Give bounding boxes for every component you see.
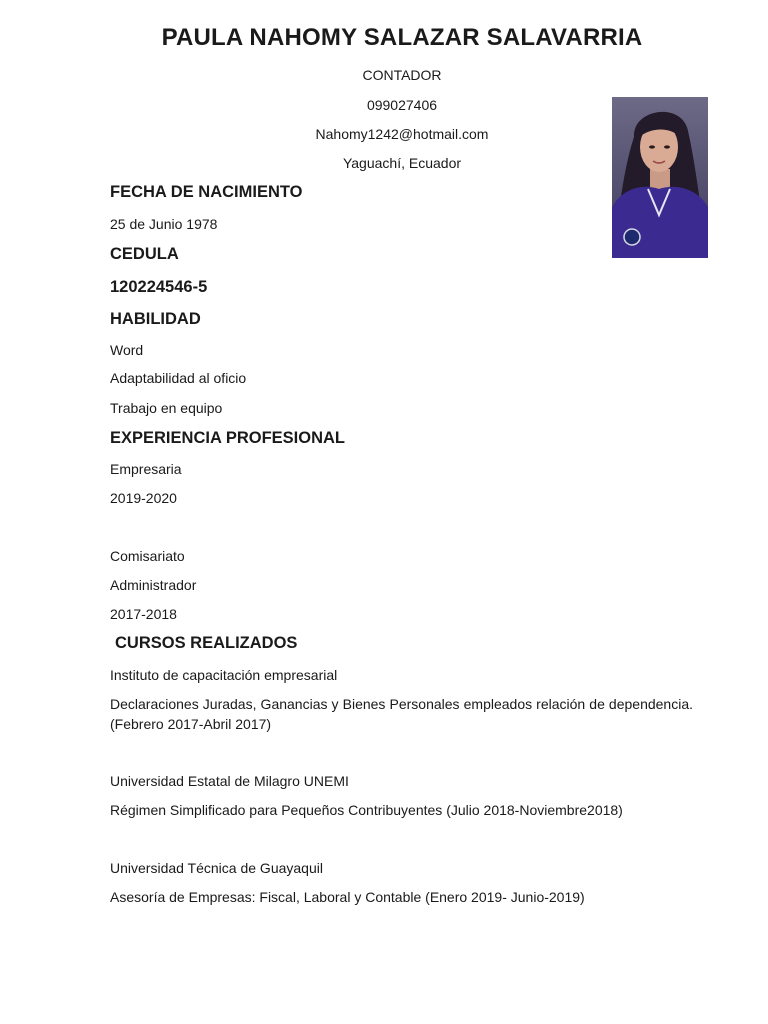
course-detail: Declaraciones Juradas, Ganancias y Bienes Personales empleados relación de dependencia. (Febrero 2017-Abril 2017) [110,696,693,732]
course-institution: Universidad Técnica de Guayaquil [110,860,323,876]
birth-date: 25 de Junio 1978 [110,216,218,232]
id-heading: CEDULA [110,245,179,263]
experience-heading: EXPERIENCIA PROFESIONAL [110,429,346,447]
id-number: 120224546-5 [110,278,208,296]
skill-item: Word [110,342,144,358]
course-institution: Instituto de capacitación empresarial [110,667,338,683]
profile-photo [612,97,708,258]
job-title: CONTADOR [362,67,442,83]
birth-heading: FECHA DE NACIMIENTO [110,183,303,201]
phone-number: 099027406 [366,97,438,113]
job-dates: 2017-2018 [110,606,177,622]
email-address: Nahomy1242@hotmail.com [315,126,489,142]
skill-item: Adaptabilidad al oficio [110,370,247,386]
skills-heading: HABILIDAD [110,310,201,328]
job-company: Comisariato [110,548,185,564]
full-name: PAULA NAHOMY SALAZAR SALAVARRIA [161,24,643,51]
course-detail: Régimen Simplificado para Pequeños Contribuyentes (Julio 2018-Noviembre2018) [110,802,623,818]
courses-heading: CURSOS REALIZADOS [115,634,298,652]
skill-item: Trabajo en equipo [110,400,223,416]
job-role: Administrador [110,577,197,593]
course-institution: Universidad Estatal de Milagro UNEMI [110,773,349,789]
course-detail: Asesoría de Empresas: Fiscal, Laboral y Contable (Enero 2019- Junio-2019) [110,889,585,905]
job-company: Empresaria [110,461,182,477]
location: Yaguachí, Ecuador [342,155,462,171]
job-dates: 2019-2020 [110,490,177,506]
